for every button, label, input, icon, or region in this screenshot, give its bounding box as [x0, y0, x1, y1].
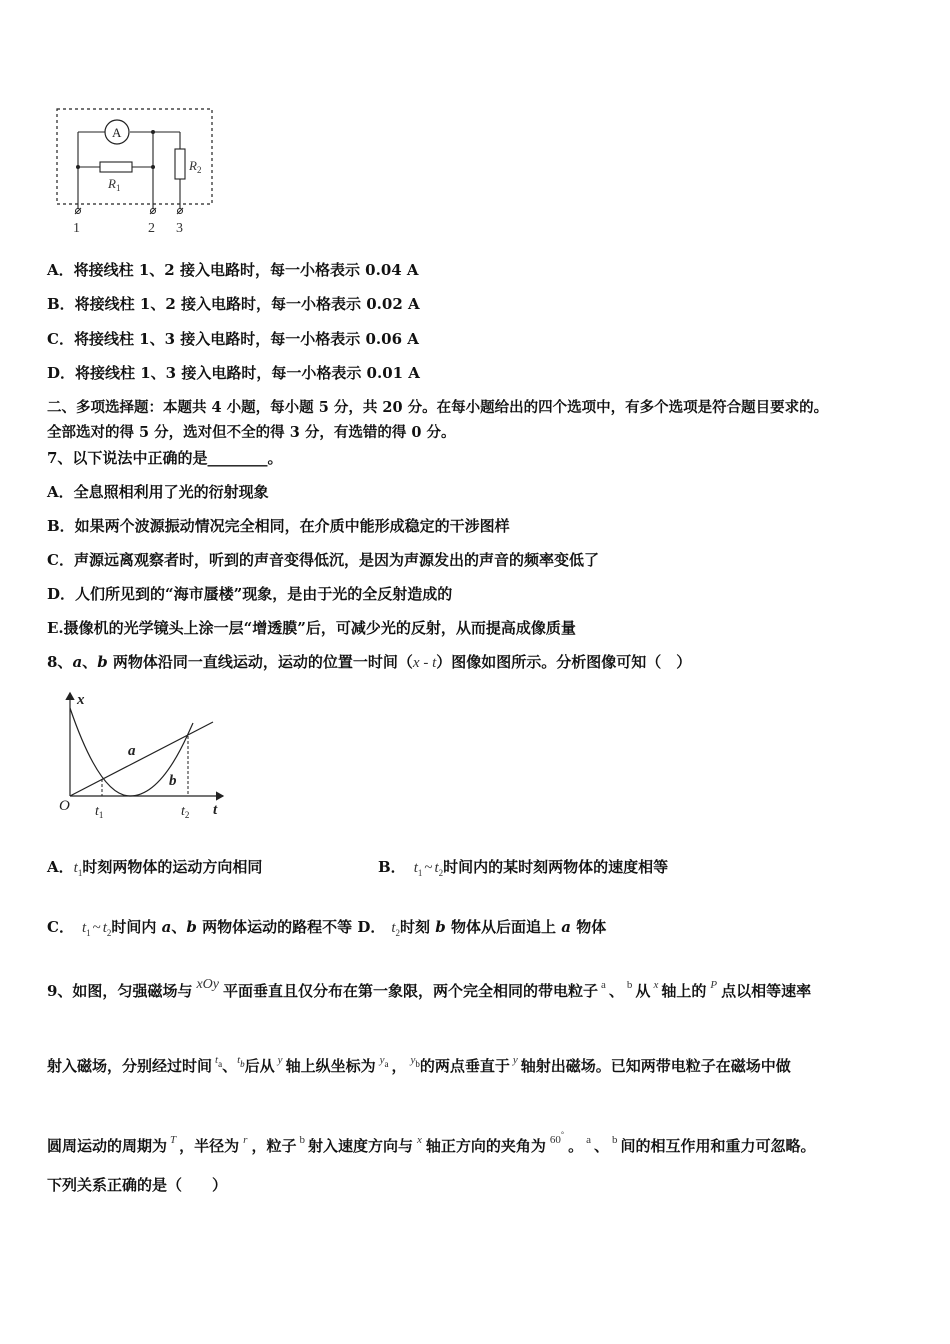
q9-line1: [47, 975, 811, 1001]
q9-l2-ya-sub: a: [384, 1059, 389, 1069]
q9-l3-x: x: [416, 1134, 422, 1146]
q8-option-c-sub1: 1: [86, 928, 91, 938]
r2-sub: 2: [196, 165, 202, 175]
q9-line4: 下列关系正确的是（ ）: [47, 1176, 228, 1194]
curve-b-label: b: [169, 773, 177, 789]
dashed-box: [57, 109, 212, 204]
svg-text:R2: [188, 158, 201, 175]
q9-l1-p: P: [710, 979, 718, 991]
q8-option-a-prefix: A．: [47, 858, 74, 876]
q8-option-b-tilde: ~: [424, 860, 433, 876]
q9-l2-ta-sub: a: [218, 1059, 223, 1069]
q8-xt: x - t: [412, 655, 437, 671]
section-heading-line1: 二、多项选择题：本题共 4 小题，每小题 5 分，共 20 分。在每小题给出的四个选项中，有多个选项是符合题目要求的。: [47, 399, 829, 416]
q9-l2-ta: t: [215, 1054, 219, 1066]
q9-l1-b: b: [626, 979, 633, 991]
t-axis-label: t: [213, 802, 218, 818]
q8-sep: 、: [82, 653, 98, 671]
q9-l2-text3: 轴上纵坐标为: [285, 1057, 376, 1075]
q8-option-d-b: b: [435, 918, 446, 936]
q8-option-b-sub1: 1: [417, 868, 423, 878]
q8-option-a: [47, 857, 262, 883]
q8-option-a-sub: 1: [77, 868, 83, 878]
q7-option-d: D．人们所见到的“海市蜃楼”现象，是由于光的全反射造成的: [47, 585, 453, 603]
q7-option-e: E.摄像机的光学镜头上涂一层“增透膜”后，可减少光的反射，从而提高成像质量: [47, 619, 576, 637]
section-heading-line2: 全部选对的得 5 分，选对但不全的得 3 分，有选错的得 0 分。: [47, 424, 456, 441]
q8-option-d-text1: 时刻: [400, 918, 436, 936]
q8-option-c-prefix: C．: [47, 918, 74, 936]
q9-l2-sep1: 、: [222, 1057, 238, 1075]
q6-option-a: A．将接线柱 1、2 接入电路时，每一小格表示 0.04 A: [47, 261, 419, 279]
q9-l3-sep: 、: [593, 1137, 609, 1155]
q8-option-b-t2: t: [434, 860, 439, 876]
q9-l1-text1: 9、如图，匀强磁场与: [47, 982, 193, 1000]
origin-label: O: [59, 798, 70, 814]
q9-l3-60: 60: [549, 1134, 561, 1146]
q6-option-c: C．将接线柱 1、3 接入电路时，每一小格表示 0.06 A: [47, 330, 419, 348]
q9-l3-r: r: [243, 1134, 248, 1146]
q8-option-b: [378, 857, 668, 883]
q8-option-b-text: 时间内的某时刻两物体的速度相等: [443, 858, 669, 876]
q9-l3-text2: ，半径为: [179, 1137, 240, 1155]
q9-l3-text1: 圆周运动的周期为: [47, 1137, 168, 1155]
q9-l3-b: b: [299, 1134, 305, 1146]
resistor-r2: [175, 149, 185, 179]
q8-option-d-t: t: [391, 920, 396, 936]
q9-l1-text3: 从: [635, 982, 651, 1000]
line-a-label: a: [128, 743, 136, 759]
q9-l2-comma: ，: [391, 1057, 407, 1075]
q8-option-d-text3: 物体: [570, 918, 607, 936]
q8-option-b-t1: t: [413, 860, 418, 876]
q9-l2-y2: y: [512, 1054, 518, 1066]
r1-sub: 1: [115, 183, 121, 193]
svg-text:R1: [107, 176, 120, 193]
q8-option-b-sub2: 2: [438, 868, 444, 878]
q9-l3-T: T: [170, 1134, 177, 1146]
q9-l1-text4: 轴上的: [661, 982, 707, 1000]
r2-label: R: [189, 158, 197, 173]
t1-sub: 1: [98, 810, 104, 820]
q9-line2: [47, 1050, 791, 1076]
q9-l2-tb-sub: b: [240, 1059, 245, 1069]
t1-label: t: [95, 804, 99, 819]
q8-option-c-a: a: [161, 918, 172, 936]
svg-text:t2: [181, 804, 189, 820]
q8-option-a-text: 时刻两物体的运动方向相同: [82, 858, 263, 876]
q8-option-c-sub2: 2: [106, 928, 112, 938]
q8-option-b-prefix: B．: [378, 858, 406, 876]
q8-option-c-sep: 、: [171, 918, 187, 936]
terminal-label-3: 3: [176, 221, 183, 236]
q8-stem-end: ）图像如图所示。分析图像可知（ ）: [436, 653, 692, 671]
q9-l2-text1: 射入磁场，分别经过时间: [47, 1057, 213, 1075]
q9-l1-x: x: [653, 979, 659, 991]
q9-l2-y: y: [277, 1054, 283, 1066]
q9-l3-deg: °: [560, 1130, 565, 1139]
q6-option-d: D．将接线柱 1、3 接入电路时，每一小格表示 0.01 A: [47, 364, 420, 382]
q9-l1-xoy: xOy: [196, 977, 219, 992]
svg-text:t1: [95, 804, 103, 820]
t2-sub: 2: [184, 810, 190, 820]
q8-option-c-text1: 时间内: [111, 918, 162, 936]
q9-l3-text6: 间的相互作用和重力可忽略。: [620, 1137, 816, 1155]
q9-l2-text5: 轴射出磁场。已知两带电粒子在磁场中做: [520, 1057, 791, 1075]
q7-option-b: B．如果两个波源振动情况完全相同，在介质中能形成稳定的干涉图样: [47, 517, 510, 535]
q8-option-c-b: b: [186, 918, 197, 936]
q8-num: 8、: [47, 653, 73, 671]
xt-graph: [55, 688, 235, 828]
q9-line3: [47, 1125, 816, 1156]
q8-b: b: [97, 653, 108, 671]
q9-l2-tb: t: [237, 1054, 241, 1066]
r1-label: R: [108, 176, 116, 191]
q8-stem: [47, 652, 691, 673]
x-axis-label: x: [77, 692, 85, 708]
t2-label: t: [181, 804, 185, 819]
q8-option-c-t1: t: [81, 920, 87, 936]
q9-l3-text4: 射入速度方向与: [307, 1137, 413, 1155]
q9-l3-a: a: [586, 1134, 591, 1146]
circuit-diagram: [50, 104, 220, 239]
q6-option-b: B．将接线柱 1、2 接入电路时，每一小格表示 0.02 A: [47, 295, 420, 313]
q8-a: a: [72, 653, 83, 671]
q9-l3-text3: ，粒子: [251, 1137, 297, 1155]
q8-option-c-text2: 两物体运动的路程不等 D．: [196, 918, 386, 936]
q8-option-d-text2: 物体从后面追上: [445, 918, 562, 936]
terminal-label-2: 2: [148, 221, 155, 236]
q9-l2-yb-sub: b: [415, 1059, 420, 1069]
q9-l3-period: 。: [568, 1137, 584, 1155]
q8-option-d-a: a: [561, 918, 571, 936]
q9-l2-yb: y: [410, 1054, 416, 1066]
q8-option-d-sub: 2: [395, 928, 401, 938]
q7-option-a: A．全息照相利用了光的衍射现象: [47, 483, 269, 501]
q8-option-c-tilde: ~: [92, 920, 101, 936]
q9-l2-text4: 的两点垂直于: [419, 1057, 510, 1075]
q9-l1-text5: 点以相等速率: [721, 982, 812, 1000]
q8-option-c-t2: t: [102, 920, 107, 936]
q9-l3-text5: 轴正方向的夹角为: [425, 1137, 546, 1155]
q9-l1-a: a: [601, 979, 606, 991]
q8-option-cd: [47, 917, 606, 943]
q9-l1-sep: 、: [608, 982, 624, 1000]
q9-l1-text2: 平面垂直且仅分布在第一象限，两个完全相同的带电粒子: [223, 982, 599, 1000]
terminal-label-1: 1: [73, 221, 80, 236]
resistor-r1: [100, 162, 132, 172]
q9-l2-ya: y: [379, 1054, 385, 1066]
ammeter-label: A: [112, 125, 122, 140]
q9-l2-text2: 后从: [244, 1057, 275, 1075]
q8-option-a-t: t: [73, 860, 78, 876]
q7-stem: 7、以下说法中正确的是________。: [47, 449, 283, 467]
q7-option-c: C．声源远离观察者时，听到的声音变得低沉，是因为声源发出的声音的频率变低了: [47, 551, 599, 569]
q8-stem-mid: 两物体沿同一直线运动，运动的位置一时间（: [107, 653, 413, 671]
q9-l3-b2: b: [612, 1134, 618, 1146]
